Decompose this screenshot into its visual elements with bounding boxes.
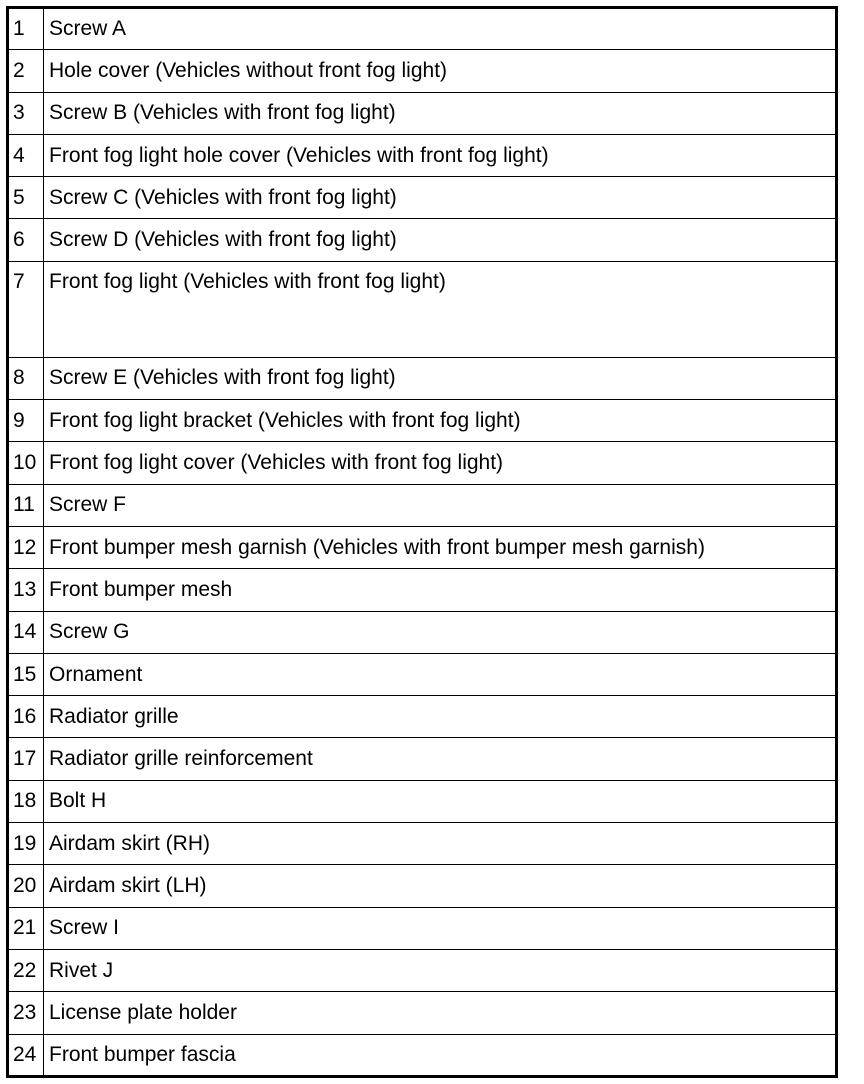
item-number: 24 [8,1034,44,1076]
item-number: 7 [8,261,44,357]
item-description: Front bumper fascia [44,1034,837,1076]
table-row [8,992,837,1034]
item-description: Screw F [44,484,837,526]
item-description: Radiator grille reinforcement [44,738,837,780]
parts-table-body [8,8,837,1077]
item-number: 15 [8,653,44,695]
item-description: Screw E (Vehicles with front fog light) [44,357,837,399]
table-row [8,823,837,865]
item-number: 8 [8,357,44,399]
item-number: 11 [8,484,44,526]
table-row [8,261,837,357]
item-number: 20 [8,865,44,907]
table-row [8,219,837,261]
item-number: 18 [8,780,44,822]
table-row [8,949,837,991]
table-row [8,696,837,738]
table-row [8,526,837,568]
item-number: 21 [8,907,44,949]
table-row [8,1034,837,1076]
item-description: Front fog light cover (Vehicles with front fog light) [44,442,837,484]
item-description: Screw C (Vehicles with front fog light) [44,177,837,219]
item-number: 14 [8,611,44,653]
item-number: 2 [8,50,44,92]
item-number: 16 [8,696,44,738]
item-description: Screw G [44,611,837,653]
item-number: 4 [8,134,44,176]
table-row [8,357,837,399]
table-row [8,92,837,134]
item-description: License plate holder [44,992,837,1034]
item-description: Bolt H [44,780,837,822]
item-description: Front fog light (Vehicles with front fog light) [44,261,837,357]
table-row [8,907,837,949]
table-row [8,134,837,176]
item-description: Airdam skirt (RH) [44,823,837,865]
item-description: Screw I [44,907,837,949]
table-row [8,780,837,822]
item-description: Screw A [44,8,837,50]
item-description: Screw D (Vehicles with front fog light) [44,219,837,261]
table-row [8,442,837,484]
item-number: 22 [8,949,44,991]
item-number: 17 [8,738,44,780]
table-row [8,400,837,442]
table-row [8,50,837,92]
table-row [8,738,837,780]
item-number: 6 [8,219,44,261]
item-number: 12 [8,526,44,568]
item-number: 10 [8,442,44,484]
table-row [8,177,837,219]
item-number: 23 [8,992,44,1034]
item-number: 9 [8,400,44,442]
item-description: Airdam skirt (LH) [44,865,837,907]
item-number: 19 [8,823,44,865]
item-number: 13 [8,569,44,611]
item-description: Radiator grille [44,696,837,738]
table-row [8,569,837,611]
item-description: Front fog light bracket (Vehicles with front fog light) [44,400,837,442]
table-row [8,484,837,526]
item-description: Rivet J [44,949,837,991]
item-number: 5 [8,177,44,219]
item-description: Front bumper mesh [44,569,837,611]
item-description: Front bumper mesh garnish (Vehicles with front bumper mesh garnish) [44,526,837,568]
item-description: Ornament [44,653,837,695]
table-row [8,865,837,907]
parts-table [6,6,838,1078]
table-row [8,653,837,695]
item-description: Screw B (Vehicles with front fog light) [44,92,837,134]
item-description: Hole cover (Vehicles without front fog light) [44,50,837,92]
table-row [8,8,837,50]
item-number: 1 [8,8,44,50]
item-number: 3 [8,92,44,134]
table-row [8,611,837,653]
item-description: Front fog light hole cover (Vehicles with front fog light) [44,134,837,176]
